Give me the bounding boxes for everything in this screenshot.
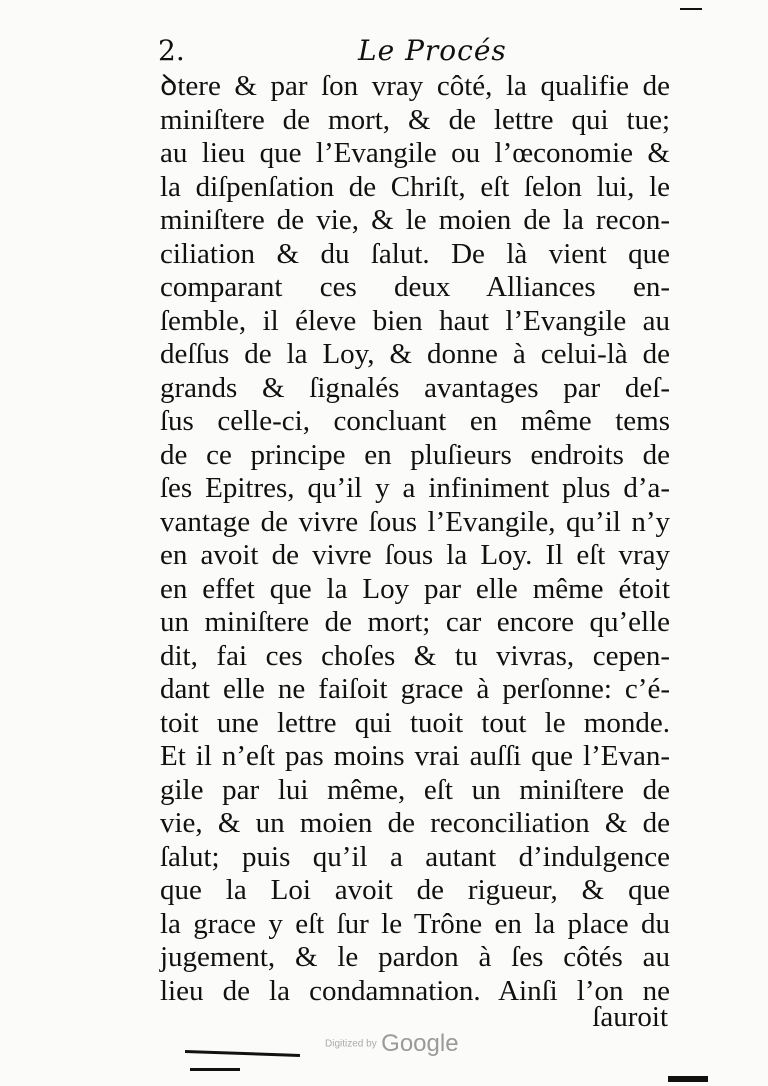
text-line: ciliation & du ſalut. De là vient que: [160, 237, 670, 270]
text-line: ſalut; puis qu’il a autant d’indulgence: [160, 840, 670, 873]
scan-mark-top-right: [680, 8, 702, 10]
text-line: la diſpenſation de Chriſt, eſt ſelon lui, le: [160, 170, 670, 203]
text-line: au lieu que l’Evangile ou l’œconomie &: [160, 137, 670, 169]
google-logo: Google: [381, 1030, 459, 1057]
scan-mark-bottom-right: [668, 1076, 708, 1082]
text-line: miniſtere de mort, & de lettre qui tue;: [160, 103, 670, 136]
text-line: un miniſtere de mort; car encore qu’elle: [160, 606, 670, 638]
text-line: Et il n’eſt pas moins vrai auſſi que l’Evan-: [160, 740, 670, 772]
text-line: deſſus de la Loy, & donne à celui-là de: [160, 338, 670, 370]
text-line: ſemble, il éleve bien haut l’Evangile au: [160, 304, 670, 337]
text-line: ſus celle-ci, concluant en même tems: [160, 405, 670, 437]
running-title: Le Procés: [358, 34, 507, 67]
scan-mark-bottom-left: [185, 1050, 300, 1057]
text-line: toit une lettre qui tuoit tout le monde.: [160, 706, 670, 739]
running-header: [158, 34, 678, 74]
text-line: ꝺtere & par ſon vray côté, la qualifie de: [160, 70, 670, 102]
text-line: dit, fai ces choſes & tu vivras, cepen-: [160, 639, 670, 672]
text-line: grands & ſignalés avantages par deſ-: [160, 371, 670, 404]
digitized-label: Digitized by: [325, 1038, 377, 1050]
text-line: comparant ces deux Alliances en-: [160, 271, 670, 303]
text-line: dant elle ne faiſoit grace à perſonne: c’é-: [160, 673, 670, 705]
scan-mark-bottom-left-2: [190, 1068, 240, 1071]
text-line: en avoit de vivre ſous la Loy. Il eſt vray: [160, 539, 670, 571]
text-line: vie, & un moien de reconciliation & de: [160, 807, 670, 839]
text-line: la grace y eſt ſur le Trône en la place du: [160, 907, 670, 940]
text-line: ſes Epitres, qu’il y a infiniment plus d’a-: [160, 472, 670, 504]
text-line: lieu de la condamnation. Ainſi l’on ne: [160, 974, 670, 1007]
text-line: vantage de vivre ſous l’Evangile, qu’il n’y: [160, 505, 670, 538]
text-line: jugement, & le pardon à ſes côtés au: [160, 941, 670, 973]
text-line: de ce principe en pluſieurs endroits de: [160, 438, 670, 471]
body-text: [160, 70, 670, 1008]
page-number: 2.: [158, 34, 185, 67]
catchword: ſauroit: [592, 1001, 668, 1033]
text-line: que la Loi avoit de rigueur, & que: [160, 874, 670, 906]
text-line: en effet que la Loy par elle même étoit: [160, 572, 670, 605]
text-line: gile par lui même, eſt un miniſtere de: [160, 773, 670, 806]
text-line: miniſtere de vie, & le moien de la recon-: [160, 204, 670, 236]
digitized-watermark: [325, 1030, 459, 1058]
